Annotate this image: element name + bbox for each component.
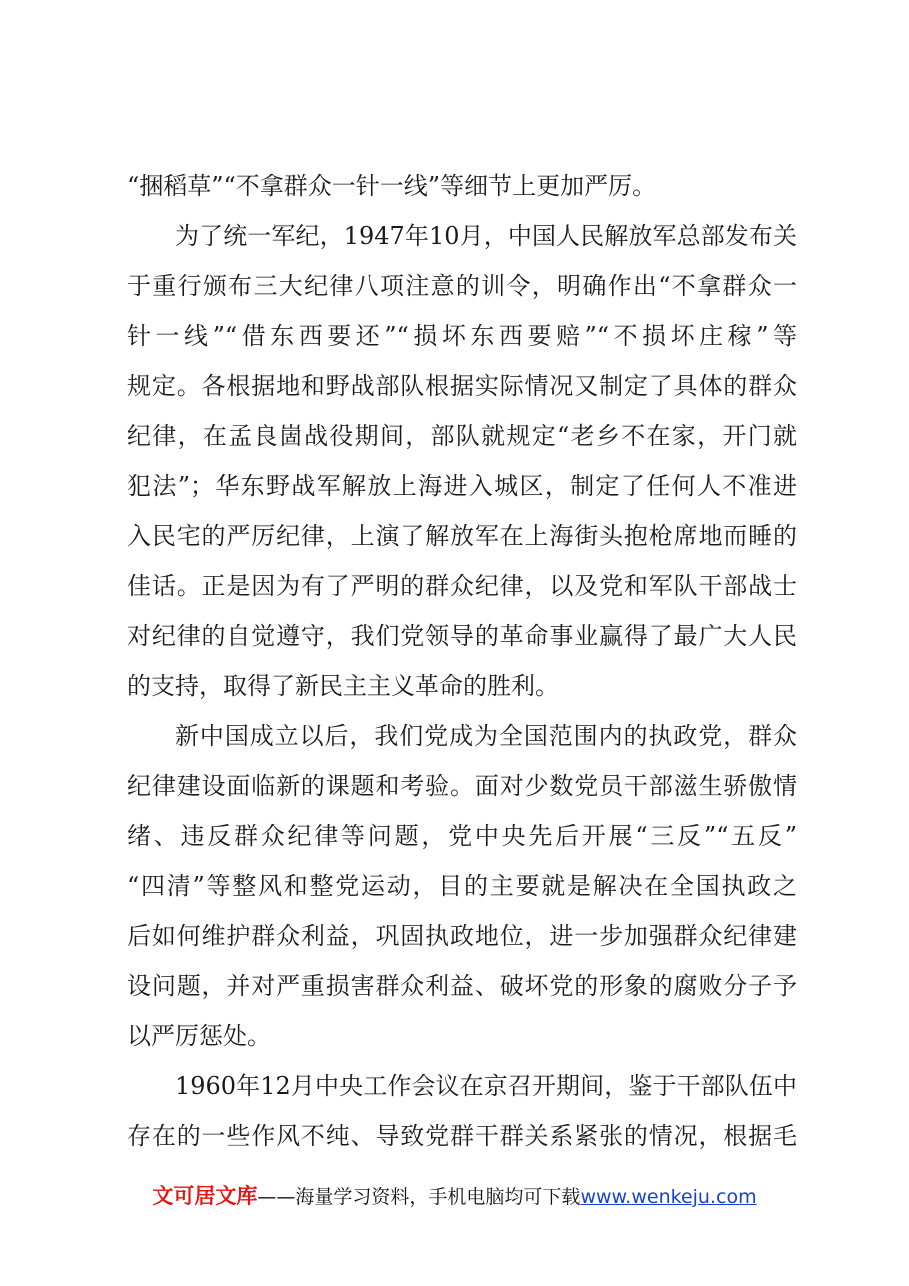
footer-banner xyxy=(0,1182,909,1211)
paragraph-line: 后如何维护群众利益，巩固执政地位，进一步加强群众纪律建 xyxy=(127,922,797,950)
paragraph-line: 存在的一些作风不纯、导致党群干群关系紧张的情况，根据毛 xyxy=(127,1122,797,1150)
paragraph-line: 以严厉惩处。 xyxy=(127,1022,271,1050)
paragraph-line: 纪律建设面临新的课题和考验。面对少数党员干部滋生骄傲情 xyxy=(127,772,797,800)
paragraph-line: 绪、违反群众纪律等问题，党中央先后开展“三反”“五反” xyxy=(127,822,797,850)
site-link[interactable]: www.wenkeju.com xyxy=(580,1186,757,1208)
brand-name: 文可居文库 xyxy=(152,1184,258,1208)
paragraph-line: 设问题，并对严重损害群众利益、破坏党的形象的腐败分子予 xyxy=(127,972,797,1000)
footer-slogan: ——海量学习资料，手机电脑均可下载 xyxy=(257,1186,581,1208)
paragraph-line: 佳话。正是因为有了严明的群众纪律，以及党和军队干部战士 xyxy=(127,572,797,600)
paragraph-line: 新中国成立以后，我们党成为全国范围内的执政党，群众 xyxy=(175,722,797,750)
paragraph-line: 纪律，在孟良崮战役期间，部队就规定“老乡不在家，开门就 xyxy=(127,422,797,450)
paragraph-line: 犯法”；华东野战军解放上海进入城区，制定了任何人不准进 xyxy=(127,472,797,500)
paragraph-line: 规定。各根据地和野战部队根据实际情况又制定了具体的群众 xyxy=(127,372,797,400)
paragraph-line: 的支持，取得了新民主主义革命的胜利。 xyxy=(127,672,559,700)
paragraph-line: “捆稻草”“不拿群众一针一线”等细节上更加严厉。 xyxy=(127,172,657,200)
paragraph-line: 1960年12月中央工作会议在京召开期间，鉴于干部队伍中 xyxy=(175,1072,797,1100)
paragraph-line: 对纪律的自觉遵守，我们党领导的革命事业赢得了最广大人民 xyxy=(127,622,797,650)
paragraph-line: 入民宅的严厉纪律，上演了解放军在上海街头抱枪席地而睡的 xyxy=(127,522,797,550)
paragraph-line: 针一线”“借东西要还”“损坏东西要赔”“不损坏庄稼”等 xyxy=(127,322,797,350)
paragraph-line: “四清”等整风和整党运动，目的主要就是解决在全国执政之 xyxy=(127,872,797,900)
paragraph-line: 于重行颁布三大纪律八项注意的训令，明确作出“不拿群众一 xyxy=(127,272,797,300)
paragraph-line: 为了统一军纪，1947年10月，中国人民解放军总部发布关 xyxy=(175,222,797,250)
